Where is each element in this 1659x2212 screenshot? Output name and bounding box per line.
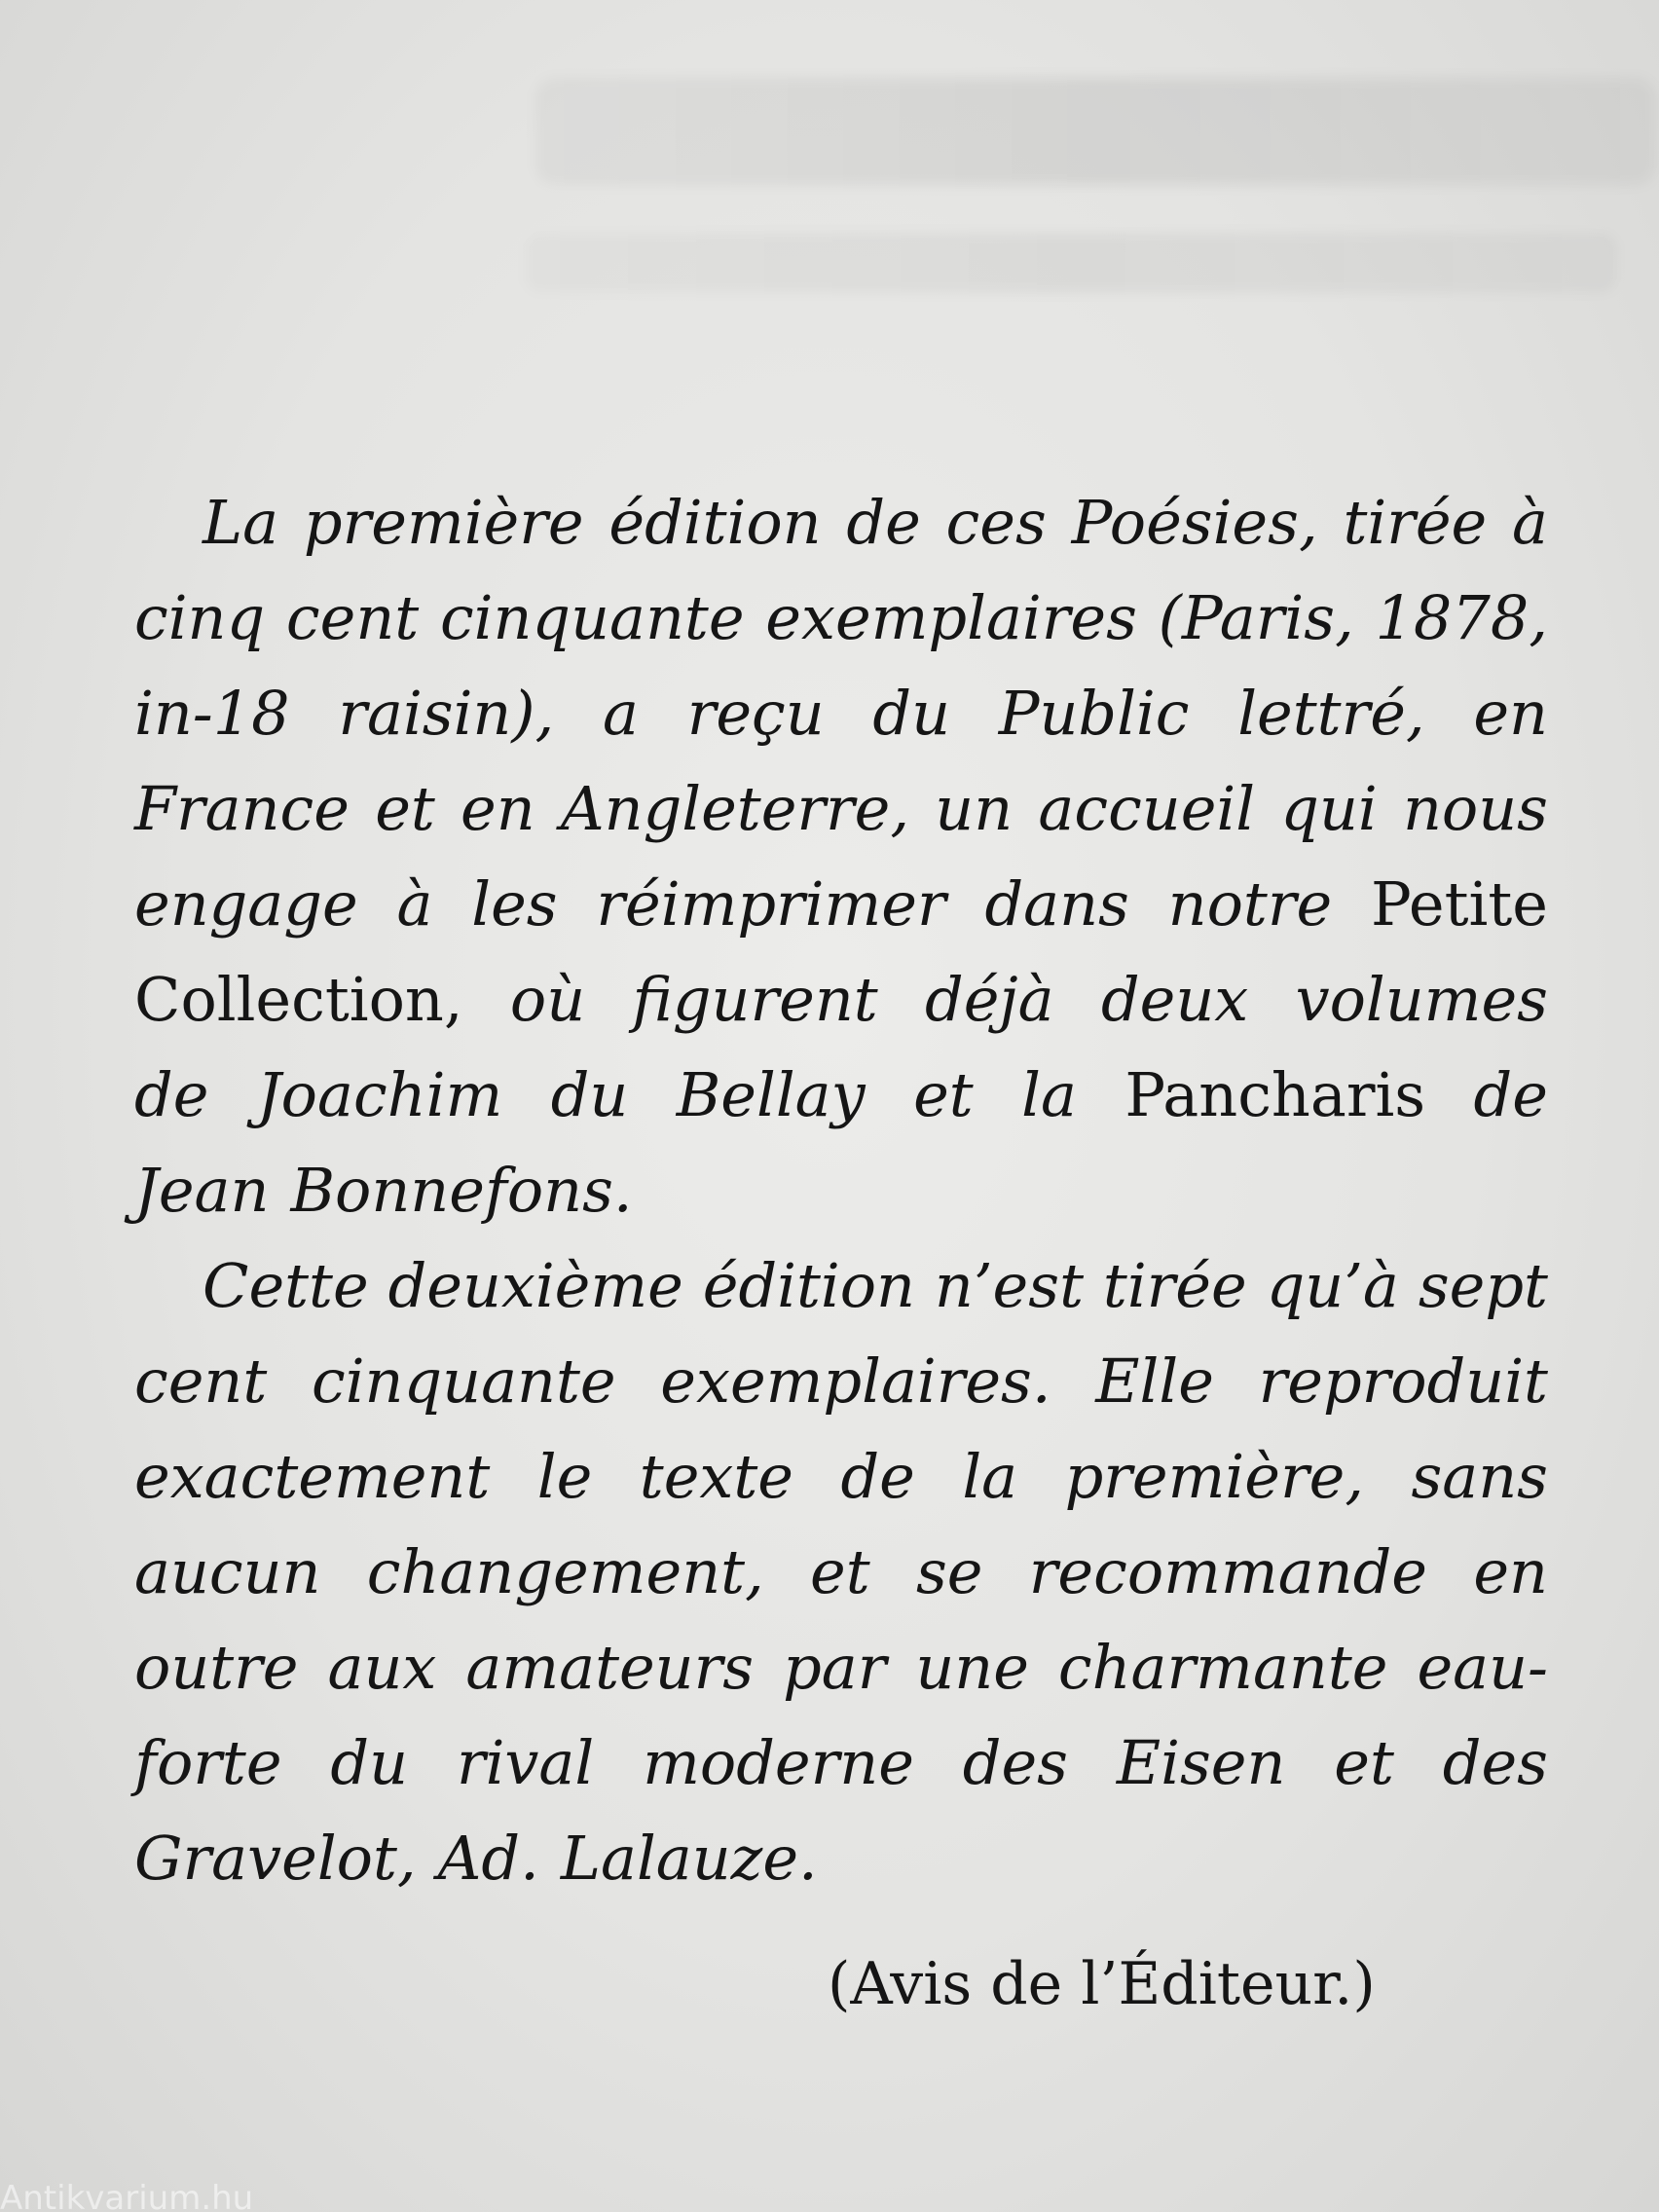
word: édition	[608, 487, 822, 558]
word: les	[471, 868, 558, 940]
word: aucun	[134, 1536, 321, 1607]
text-line	[134, 1620, 1548, 1715]
word: déjà	[925, 964, 1054, 1035]
word: un	[935, 773, 1014, 844]
publisher-notice-text	[134, 475, 1548, 1906]
word: Angleterre,	[560, 773, 910, 844]
word: la	[962, 1441, 1018, 1512]
word: figurent	[632, 964, 878, 1035]
word: sans	[1411, 1441, 1548, 1512]
word: n’est	[934, 1250, 1084, 1321]
word: Bellay	[676, 1059, 866, 1130]
word: de	[846, 487, 921, 558]
paragraph	[134, 475, 1548, 1238]
watermark: Antikvarium.hu	[0, 2179, 254, 2212]
text-line	[134, 761, 1548, 857]
word: première,	[1064, 1441, 1364, 1512]
word: du	[872, 678, 951, 749]
word: où	[509, 964, 586, 1035]
word: lettré,	[1237, 678, 1425, 749]
word: et	[1334, 1727, 1394, 1798]
word: moderne	[643, 1727, 914, 1798]
word: exactement	[134, 1441, 491, 1512]
word: et	[913, 1059, 974, 1130]
text-line	[134, 1143, 1548, 1238]
word: le	[536, 1441, 593, 1512]
word: a	[602, 678, 639, 749]
word: se	[915, 1536, 983, 1607]
word: Eisen	[1116, 1727, 1286, 1798]
word: des	[1442, 1727, 1548, 1798]
word: Petite	[1371, 868, 1548, 940]
word: (Paris,	[1158, 582, 1354, 653]
text-line	[134, 1811, 1548, 1906]
word: volumes	[1295, 964, 1548, 1035]
text-line	[134, 1429, 1548, 1525]
word: rival	[456, 1727, 595, 1798]
word: en	[1473, 1536, 1548, 1607]
word: Gravelot,	[134, 1823, 417, 1894]
word: cinquante	[311, 1346, 616, 1417]
word: sept	[1418, 1250, 1548, 1321]
text-line	[134, 1334, 1548, 1429]
word: cinquante	[439, 582, 745, 653]
word: en	[1473, 678, 1548, 749]
word: réimprimer	[596, 868, 946, 940]
word: du	[550, 1059, 629, 1130]
word: tirée	[1102, 1250, 1247, 1321]
text-line	[134, 1048, 1548, 1143]
text-line	[134, 952, 1548, 1048]
word: une	[915, 1632, 1029, 1703]
word: Elle	[1095, 1346, 1214, 1417]
word: à	[396, 868, 433, 940]
word: raisin),	[338, 678, 555, 749]
word: première	[303, 487, 584, 558]
word: de	[1473, 1059, 1548, 1130]
text-line	[134, 1715, 1548, 1811]
word: de	[840, 1441, 915, 1512]
word: tirée	[1343, 487, 1488, 558]
word: exemplaires.	[660, 1346, 1051, 1417]
word: amateurs	[465, 1632, 755, 1703]
word: par	[783, 1632, 887, 1703]
word: accueil	[1038, 773, 1256, 844]
word: édition	[702, 1250, 915, 1321]
word: ces	[945, 487, 1047, 558]
word: in-18	[134, 678, 290, 749]
word: La	[203, 487, 279, 558]
paragraph	[134, 1238, 1548, 1906]
text-line	[134, 1238, 1548, 1334]
word: du	[330, 1727, 409, 1798]
word: qui	[1280, 773, 1378, 844]
text-line	[134, 571, 1548, 666]
text-line	[134, 1525, 1548, 1620]
word: notre	[1167, 868, 1333, 940]
word: Public	[998, 678, 1190, 749]
word: des	[962, 1727, 1068, 1798]
word: Pancharis	[1124, 1059, 1426, 1130]
word: la	[1021, 1059, 1077, 1130]
word: Lalauze.	[560, 1823, 818, 1894]
word: texte	[639, 1441, 793, 1512]
word: recommande	[1028, 1536, 1428, 1607]
word: eau-	[1417, 1632, 1548, 1703]
word: reproduit	[1258, 1346, 1548, 1417]
word: engage	[134, 868, 358, 940]
word: aux	[327, 1632, 437, 1703]
word: Bonnefons.	[290, 1155, 633, 1226]
word: outre	[134, 1632, 299, 1703]
text-line	[134, 475, 1548, 571]
word: France	[134, 773, 350, 844]
word: forte	[134, 1727, 282, 1798]
word: nous	[1402, 773, 1548, 844]
text-line	[134, 857, 1548, 952]
word: reçu	[686, 678, 825, 749]
word: cent	[134, 1346, 268, 1417]
publisher-signature: (Avis de l’Éditeur.)	[828, 1950, 1376, 2018]
bleed-through-text	[117, 39, 1597, 428]
word: charmante	[1057, 1632, 1388, 1703]
word: exemplaires	[765, 582, 1137, 653]
word: Collection,	[134, 964, 463, 1035]
word: Jean	[134, 1155, 270, 1226]
word: et	[375, 773, 435, 844]
word: Joachim	[256, 1059, 503, 1130]
word: de	[134, 1059, 209, 1130]
bleed-through-line	[535, 78, 1655, 185]
word: qu’à	[1266, 1250, 1399, 1321]
word: cinq	[134, 582, 266, 653]
word: deuxième	[387, 1250, 683, 1321]
word: Cette	[203, 1250, 369, 1321]
bleed-through-line	[526, 234, 1616, 292]
word: Poésies,	[1071, 487, 1318, 558]
word: dans	[984, 868, 1129, 940]
word: 1878,	[1375, 582, 1548, 653]
word: à	[1511, 487, 1548, 558]
word: changement,	[366, 1536, 764, 1607]
word: Ad.	[437, 1823, 539, 1894]
word: et	[810, 1536, 870, 1607]
word: en	[461, 773, 535, 844]
word: deux	[1100, 964, 1249, 1035]
word: cent	[285, 582, 420, 653]
text-line	[134, 666, 1548, 761]
